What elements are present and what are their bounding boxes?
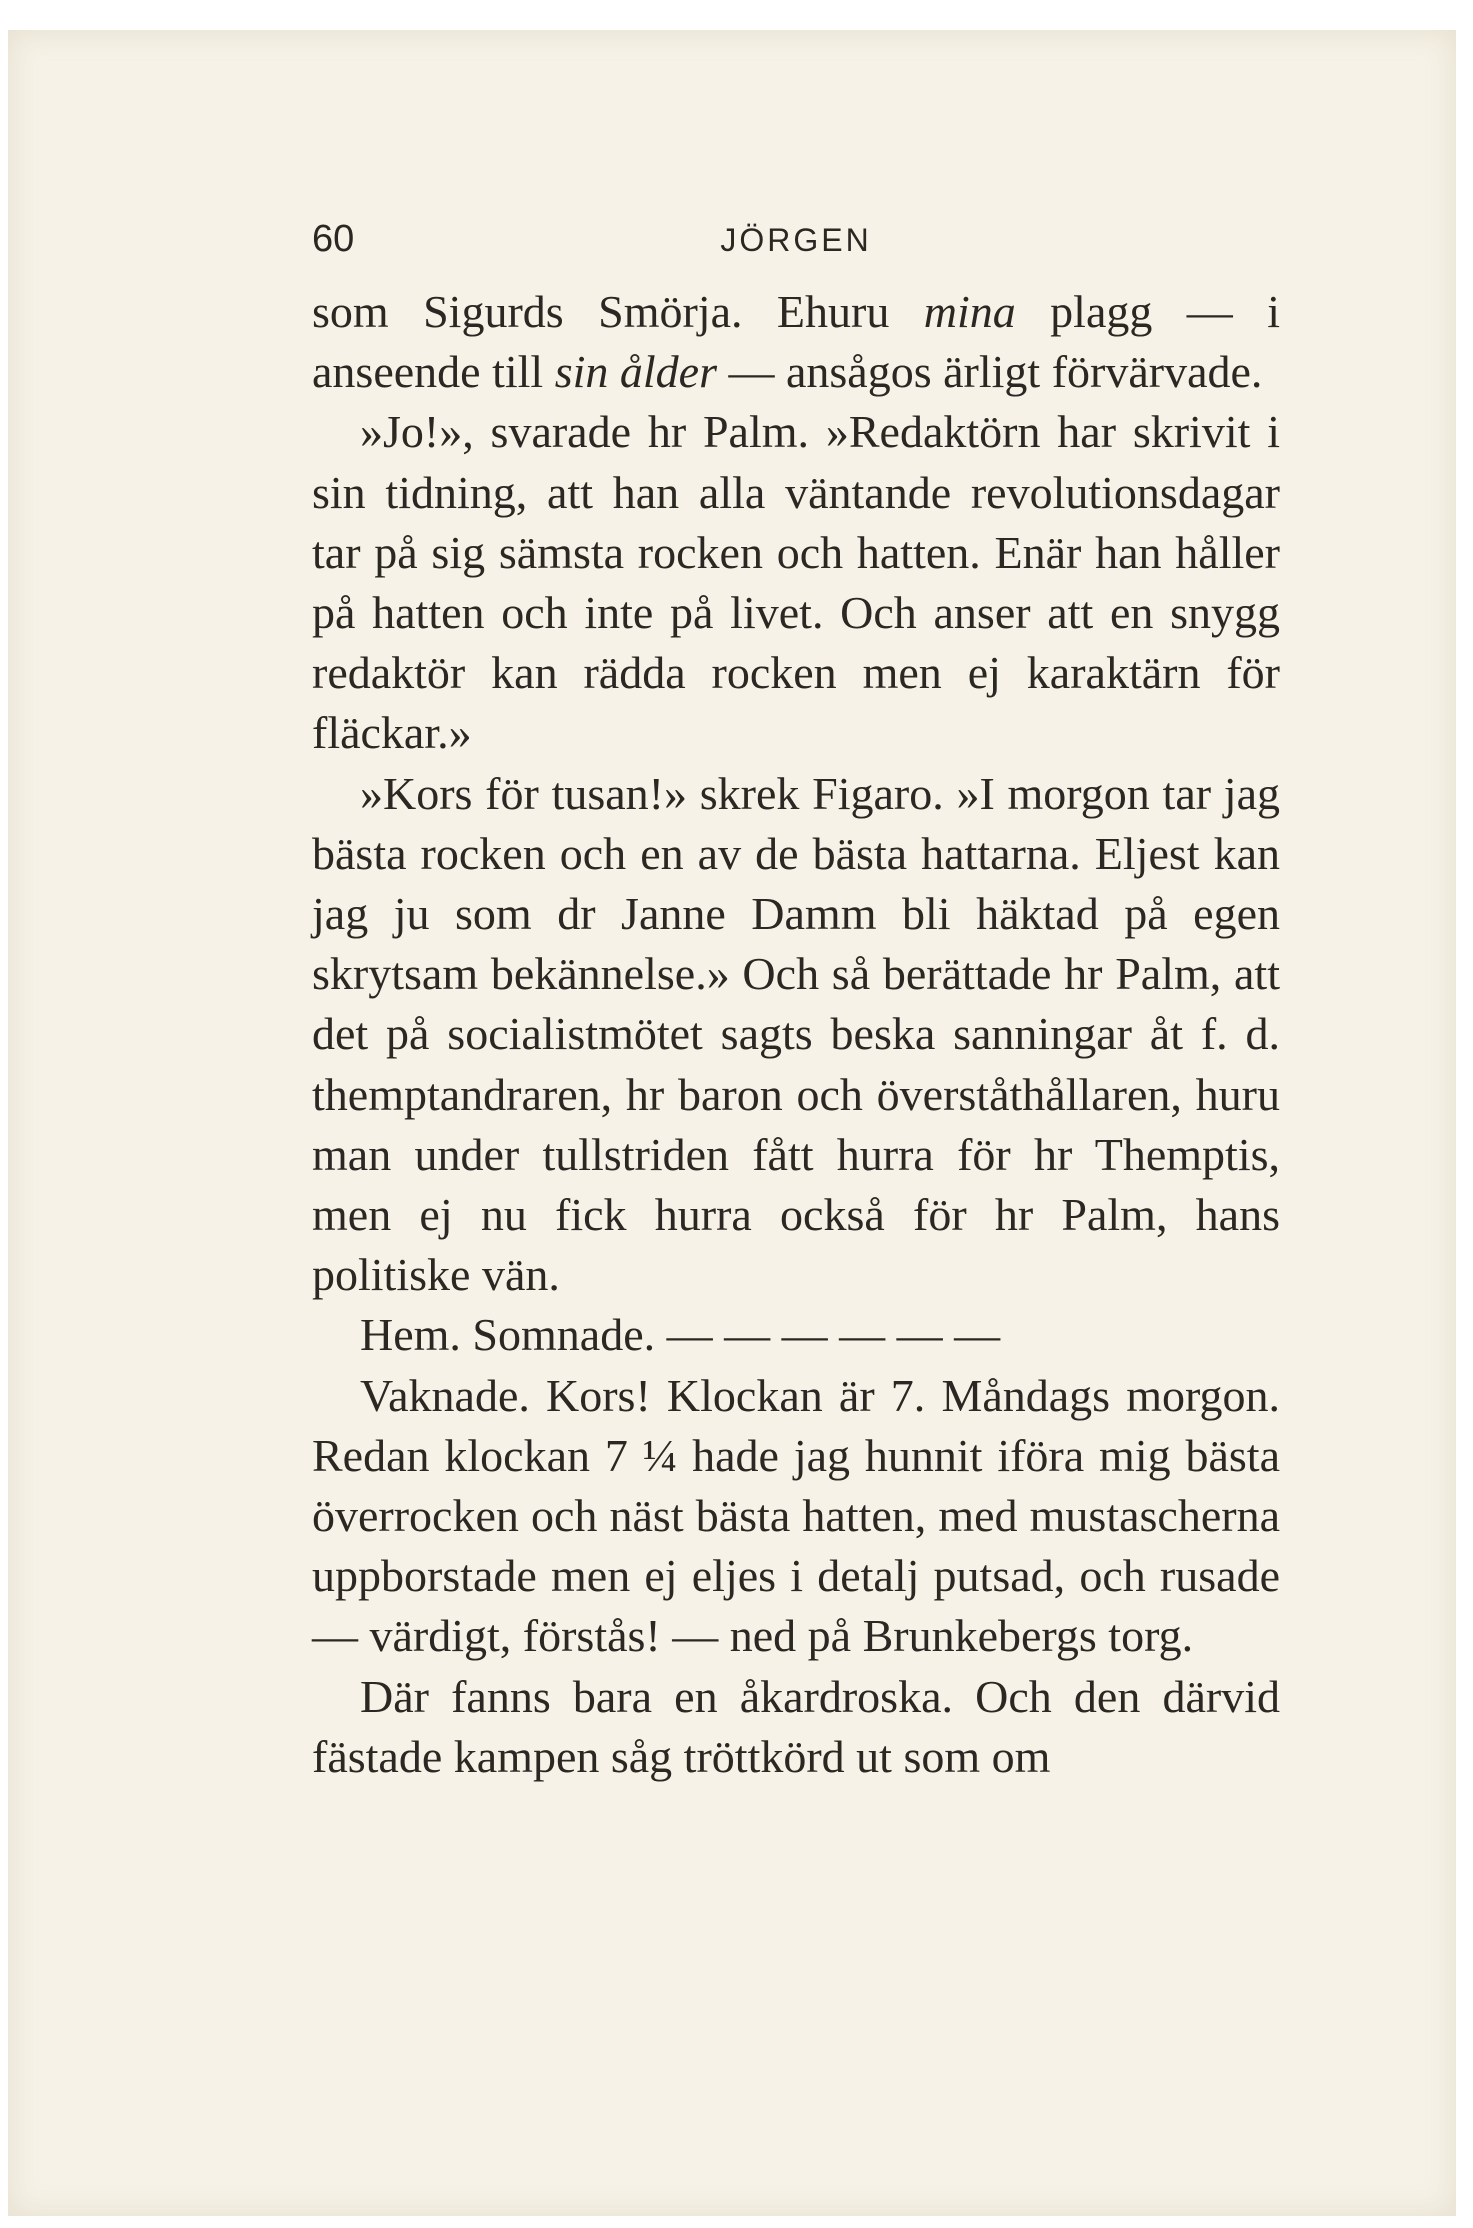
body-text bbox=[312, 282, 1280, 1787]
paragraph-1 bbox=[312, 282, 1280, 402]
running-title: JÖRGEN bbox=[720, 222, 872, 258]
page-number: 60 bbox=[312, 218, 355, 260]
paragraph-2: »Jo!», svarade hr Palm. »Redaktörn har skrivit i sin tidning, att han alla väntande revolutionsdagar tar på sig sämsta rocken och hatten. Enär han håller på hatten och inte på livet. Och anser att en snygg redaktör kan rädda rocken men ej karaktärn för fläckar.» bbox=[312, 406, 1280, 759]
paragraph-3: »Kors för tusan!» skrek Figaro. »I morgon tar jag bästa rocken och en av de bästa hattarna. Eljest kan jag ju som dr Janne Damm bli häktad på egen skrytsam bekännelse.» Och så berättade hr Palm, att det på socialistmötet sagts beska sanningar åt f. d. themptandraren, hr baron och överståthållaren, huru man under tullstriden fått hurra för hr Themptis, men ej nu fick hurra också för hr Palm, hans politiske vän. bbox=[312, 767, 1280, 1301]
paragraph-1-mid: plagg — i anseende till bbox=[312, 286, 1280, 398]
paragraph-1-post: — ansågos ärligt förvärvade. bbox=[716, 346, 1263, 398]
paragraph-4: Hem. Somnade. — — — — — — bbox=[360, 1309, 1001, 1361]
page-header bbox=[312, 218, 1280, 268]
emphasis-sin-alder: sin ålder bbox=[554, 346, 717, 398]
paragraph-6: Där fanns bara en åkardroska. Och den därvid fästade kampen såg tröttkörd ut som om bbox=[312, 1670, 1280, 1782]
paragraph-5: Vaknade. Kors! Klockan är 7. Måndags morgon. Redan klockan 7 ¼ hade jag hunnit iföra mig bästa överrocken och näst bästa hatten, med mustascherna uppborstade men ej eljes i detalj putsad, och rusade — värdigt, förstås! — ned på Brunkebergs torg. bbox=[312, 1369, 1280, 1662]
paragraph-1-pre: som Sigurds Smörja. Ehuru bbox=[312, 286, 924, 337]
emphasis-mina: mina bbox=[923, 286, 1016, 337]
